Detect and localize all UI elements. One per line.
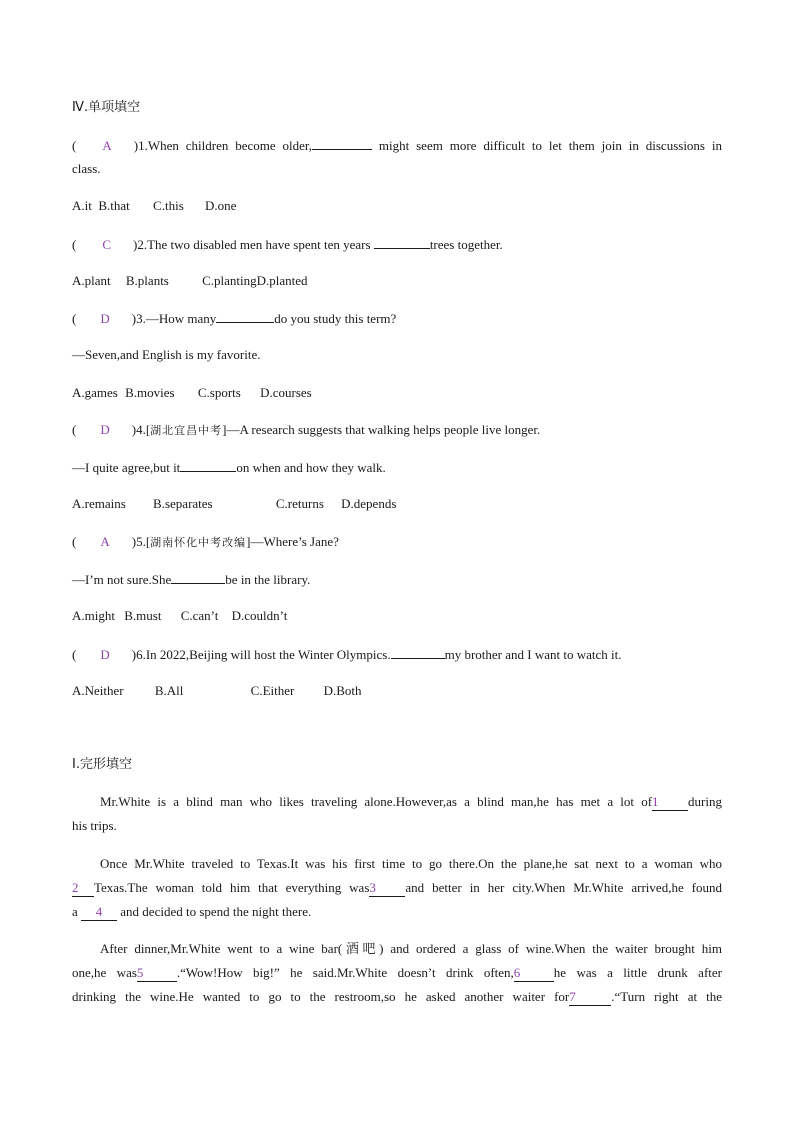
section-title: Ⅰ.完形填空 bbox=[72, 757, 132, 772]
options-1: A.it B.that C.this D.one bbox=[72, 198, 237, 213]
passage-line: After dinner,Mr.White went to a wine bar(酒吧) and ordered a glass of wine.When the waiter brought him bbox=[100, 941, 722, 956]
blank-number: 7 bbox=[569, 989, 611, 1006]
blank-number: 1 bbox=[652, 794, 688, 811]
passage-line: Mr.White is a blind man who likes traveling alone.However,as a blind man,he has met a lot of1 during bbox=[100, 794, 722, 809]
passage-line: a 4 and decided to spend the night there. bbox=[72, 904, 312, 919]
answer-2: C bbox=[102, 237, 112, 252]
options-5: A.might B.must C.can’t D.couldn’t bbox=[72, 608, 288, 623]
question-6: ( D )6.In 2022,Beijing will host the Winter Olympics. my brother and I want to watch it. bbox=[72, 647, 622, 662]
passage-line: his trips. bbox=[72, 818, 117, 833]
reply-5: —I’m not sure.She be in the library. bbox=[72, 572, 311, 587]
blank-number: 4 bbox=[81, 904, 117, 921]
options-2: A.plant B.plants C.plantingD.planted bbox=[72, 273, 308, 288]
blank bbox=[312, 137, 372, 150]
reply-4: —I quite agree,but it on when and how they walk. bbox=[72, 460, 386, 475]
blank bbox=[374, 236, 430, 249]
answer-4: D bbox=[100, 422, 110, 437]
question-1-cont: class. bbox=[72, 161, 101, 176]
blank bbox=[171, 571, 225, 584]
options-3: A.games B.movies C.sports D.courses bbox=[72, 385, 312, 400]
answer-1: A bbox=[102, 138, 112, 153]
options-4: A.remains B.separates C.returns D.depends bbox=[72, 496, 397, 511]
options-6: A.Neither B.All C.Either D.Both bbox=[72, 683, 362, 698]
answer-5: A bbox=[100, 534, 110, 549]
question-5: ( A )5.[湖南怀化中考改编]—Where’s Jane? bbox=[72, 534, 339, 549]
passage-line: 2 Texas.The woman told him that everything was3 and better in her city.When Mr.White arrived,he found bbox=[72, 880, 723, 895]
blank bbox=[180, 459, 236, 472]
blank-number: 3 bbox=[369, 880, 405, 897]
question-2: ( C )2.The two disabled men have spent ten years trees together. bbox=[72, 237, 503, 252]
question-3: ( D )3.—How many do you study this term? bbox=[72, 311, 397, 326]
blank-number: 2 bbox=[72, 880, 94, 897]
blank-number: 5 bbox=[137, 965, 177, 982]
source-tag: 湖北宜昌中考 bbox=[150, 424, 223, 437]
blank bbox=[391, 646, 445, 659]
source-tag: 湖南怀化中考改编 bbox=[150, 536, 247, 549]
passage-line: drinking the wine.He wanted to go to the restroom,so he asked another waiter for7 .“Turn right at the bbox=[72, 989, 722, 1004]
reply-3: —Seven,and English is my favorite. bbox=[72, 347, 261, 362]
passage-line: one,he was5 .“Wow!How big!” he said.Mr.White doesn’t drink often,6 he was a little drunk after bbox=[72, 965, 722, 980]
passage-line: Once Mr.White traveled to Texas.It was his first time to go there.On the plane,he sat next to a woman who bbox=[100, 856, 722, 871]
question-1: ( A )1.When children become older, might seem more difficult to let them join in discussions in bbox=[72, 138, 722, 153]
blank bbox=[216, 310, 274, 323]
answer-6: D bbox=[100, 647, 110, 662]
question-4: ( D )4.[湖北宜昌中考]—A research suggests that walking helps people live longer. bbox=[72, 422, 541, 437]
answer-3: D bbox=[100, 311, 110, 326]
blank-number: 6 bbox=[514, 965, 554, 982]
section-title: Ⅳ.单项填空 bbox=[72, 100, 141, 115]
